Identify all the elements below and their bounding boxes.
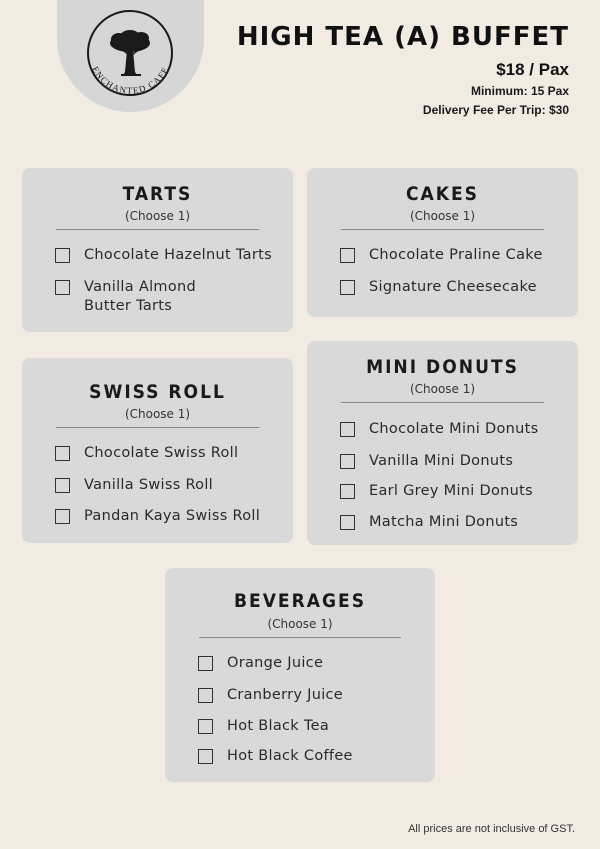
option-label: Chocolate Hazelnut Tarts	[84, 247, 272, 263]
divider	[56, 229, 259, 230]
gst-note: All prices are not inclusive of GST.	[408, 823, 575, 835]
card-title: TARTS	[122, 183, 193, 205]
logo-brand-text: ENCHANTED CAFE	[90, 64, 171, 96]
option-label: Matcha Mini Donuts	[369, 514, 519, 530]
divider	[341, 229, 544, 230]
option-item[interactable]	[198, 717, 329, 736]
tree-icon	[110, 30, 150, 75]
option-label: Chocolate Praline Cake	[369, 247, 543, 263]
option-label: Signature Cheesecake	[369, 279, 537, 295]
swiss-roll-card	[22, 358, 293, 543]
option-item[interactable]	[198, 747, 353, 766]
price-per-pax: $18 / Pax	[496, 60, 569, 79]
option-label: Hot Black Coffee	[227, 748, 353, 764]
option-item[interactable]	[55, 246, 272, 265]
checkbox[interactable]	[198, 688, 213, 703]
option-item[interactable]	[340, 420, 538, 439]
card-title: MINI DONUTS	[366, 356, 519, 378]
option-label: Hot Black Tea	[227, 718, 330, 734]
option-label: Chocolate Swiss Roll	[84, 445, 239, 461]
option-label: Orange Juice	[227, 655, 324, 671]
option-item[interactable]	[55, 278, 214, 316]
divider	[56, 427, 259, 428]
option-item[interactable]	[340, 246, 543, 265]
option-label: Earl Grey Mini Donuts	[369, 483, 533, 499]
page-title: HIGH TEA (A) BUFFET	[236, 22, 569, 52]
card-subtitle: (Choose 1)	[409, 209, 476, 223]
card-title: SWISS ROLL	[89, 381, 226, 403]
card-subtitle: (Choose 1)	[124, 407, 191, 421]
checkbox[interactable]	[198, 719, 213, 734]
option-label: Vanilla Almond Butter Tarts	[84, 279, 196, 314]
option-label: Pandan Kaya Swiss Roll	[84, 508, 261, 524]
option-label: Chocolate Mini Donuts	[369, 421, 539, 437]
option-item[interactable]	[55, 507, 260, 526]
checkbox[interactable]	[55, 478, 70, 493]
logo-badge	[57, 0, 204, 112]
divider	[199, 637, 401, 638]
card-subtitle: (Choose 1)	[267, 617, 333, 631]
option-item[interactable]	[55, 444, 238, 463]
checkbox[interactable]	[340, 422, 355, 437]
option-item[interactable]	[340, 278, 537, 297]
checkbox[interactable]	[340, 248, 355, 263]
beverages-card	[165, 568, 435, 782]
card-subtitle: (Choose 1)	[124, 209, 191, 223]
checkbox[interactable]	[55, 446, 70, 461]
card-subtitle: (Choose 1)	[409, 382, 476, 396]
checkbox[interactable]	[55, 509, 70, 524]
checkbox[interactable]	[340, 454, 355, 469]
option-item[interactable]	[55, 476, 213, 495]
tarts-card	[22, 168, 293, 332]
option-item[interactable]	[340, 452, 513, 471]
checkbox[interactable]	[55, 280, 70, 295]
checkbox[interactable]	[55, 248, 70, 263]
checkbox[interactable]	[340, 280, 355, 295]
mini-donuts-card	[307, 341, 578, 545]
option-item[interactable]	[198, 654, 323, 673]
checkbox[interactable]	[198, 656, 213, 671]
option-label: Cranberry Juice	[227, 687, 344, 703]
checkbox[interactable]	[340, 515, 355, 530]
option-label: Vanilla Mini Donuts	[369, 453, 514, 469]
option-item[interactable]	[198, 686, 343, 705]
divider	[341, 402, 544, 403]
delivery-fee: Delivery Fee Per Trip: $30	[422, 103, 569, 117]
option-item[interactable]	[340, 482, 533, 501]
card-title: CAKES	[405, 183, 479, 205]
checkbox[interactable]	[340, 484, 355, 499]
enchanted-cafe-logo	[57, 0, 204, 112]
cakes-card	[307, 168, 578, 317]
option-label: Vanilla Swiss Roll	[84, 477, 214, 493]
card-title: BEVERAGES	[233, 590, 367, 612]
option-item[interactable]	[340, 513, 518, 532]
checkbox[interactable]	[198, 749, 213, 764]
minimum-pax: Minimum: 15 Pax	[470, 84, 569, 98]
